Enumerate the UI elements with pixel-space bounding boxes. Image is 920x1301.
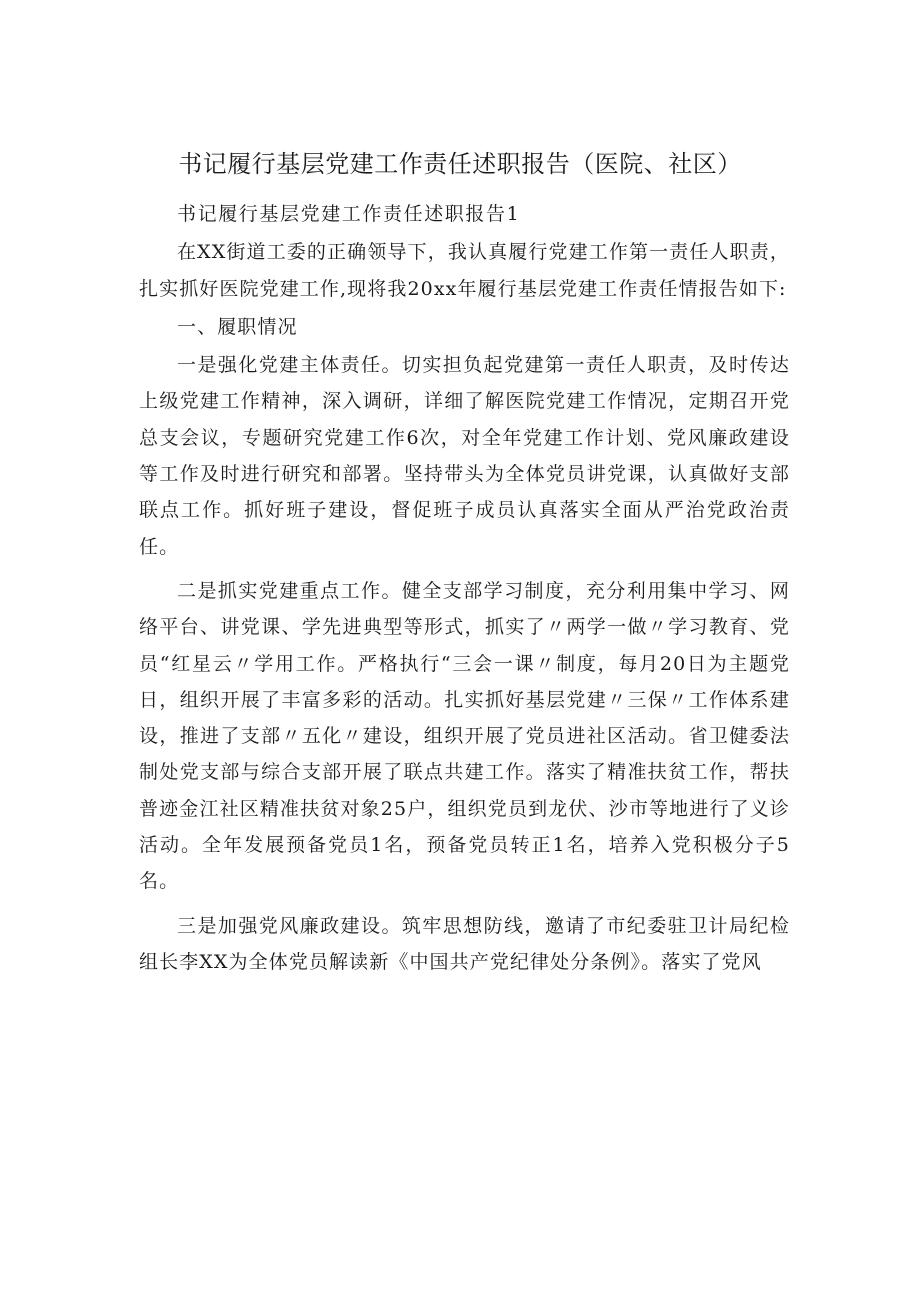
paragraph-key-work: 二是抓实党建重点工作。健全支部学习制度，充分利用集中学习、网络平台、讲党课、学先进典型等形式，抓实了〃两学一做〃学习教育、党员“红星云〃学用工作。严格执行“三会一课〃制度，每月20日为主题党日，组织开展了丰富多彩的活动。扎实抓好基层党建〃三保〃工作体系建设，推进了支部〃五化〃建设，组织开展了党员进社区活动。省卫健委法制处党支部与综合支部开展了联点共建工作。落实了精准扶贫工作，帮扶普迹金江社区精准扶贫对象25户，组织党员到龙伏、沙市等地进行了义诊活动。全年发展预备党员1名，预备党员转正1名，培养入党积极分子5名。: [139, 579, 790, 893]
document-body: [139, 196, 790, 980]
document-title: 书记履行基层党建工作责任述职报告（医院、社区）: [178, 150, 742, 178]
report-subtitle: 书记履行基层党建工作责任述职报告1: [177, 203, 521, 225]
paragraph-integrity: 三是加强党风廉政建设。筑牢思想防线，邀请了市纪委驻卫计局纪检组长李XX为全体党员解读新《中国共产党纪律处分条例》。落实了党风: [139, 914, 790, 973]
section-heading: 一、履职情况: [177, 315, 298, 338]
paragraph-party-responsibility: 一是强化党建主体责任。切实担负起党建第一责任人职责，及时传达上级党建工作精神，深入调研，详细了解医院党建工作情况，定期召开党总支会议，专题研究党建工作6次，对全年党建工作计划、党风廉政建设等工作及时进行研究和部署。坚持带头为全体党员讲党课，认真做好支部联点工作。抓好班子建设，督促班子成员认真落实全面从严治党政治责任。: [139, 354, 790, 558]
intro-paragraph: 在XX街道工委的正确领导下，我认真履行党建工作第一责任人职责，扎实抓好医院党建工作,现将我20xx年履行基层党建工作责任情报告如下:: [139, 241, 790, 300]
